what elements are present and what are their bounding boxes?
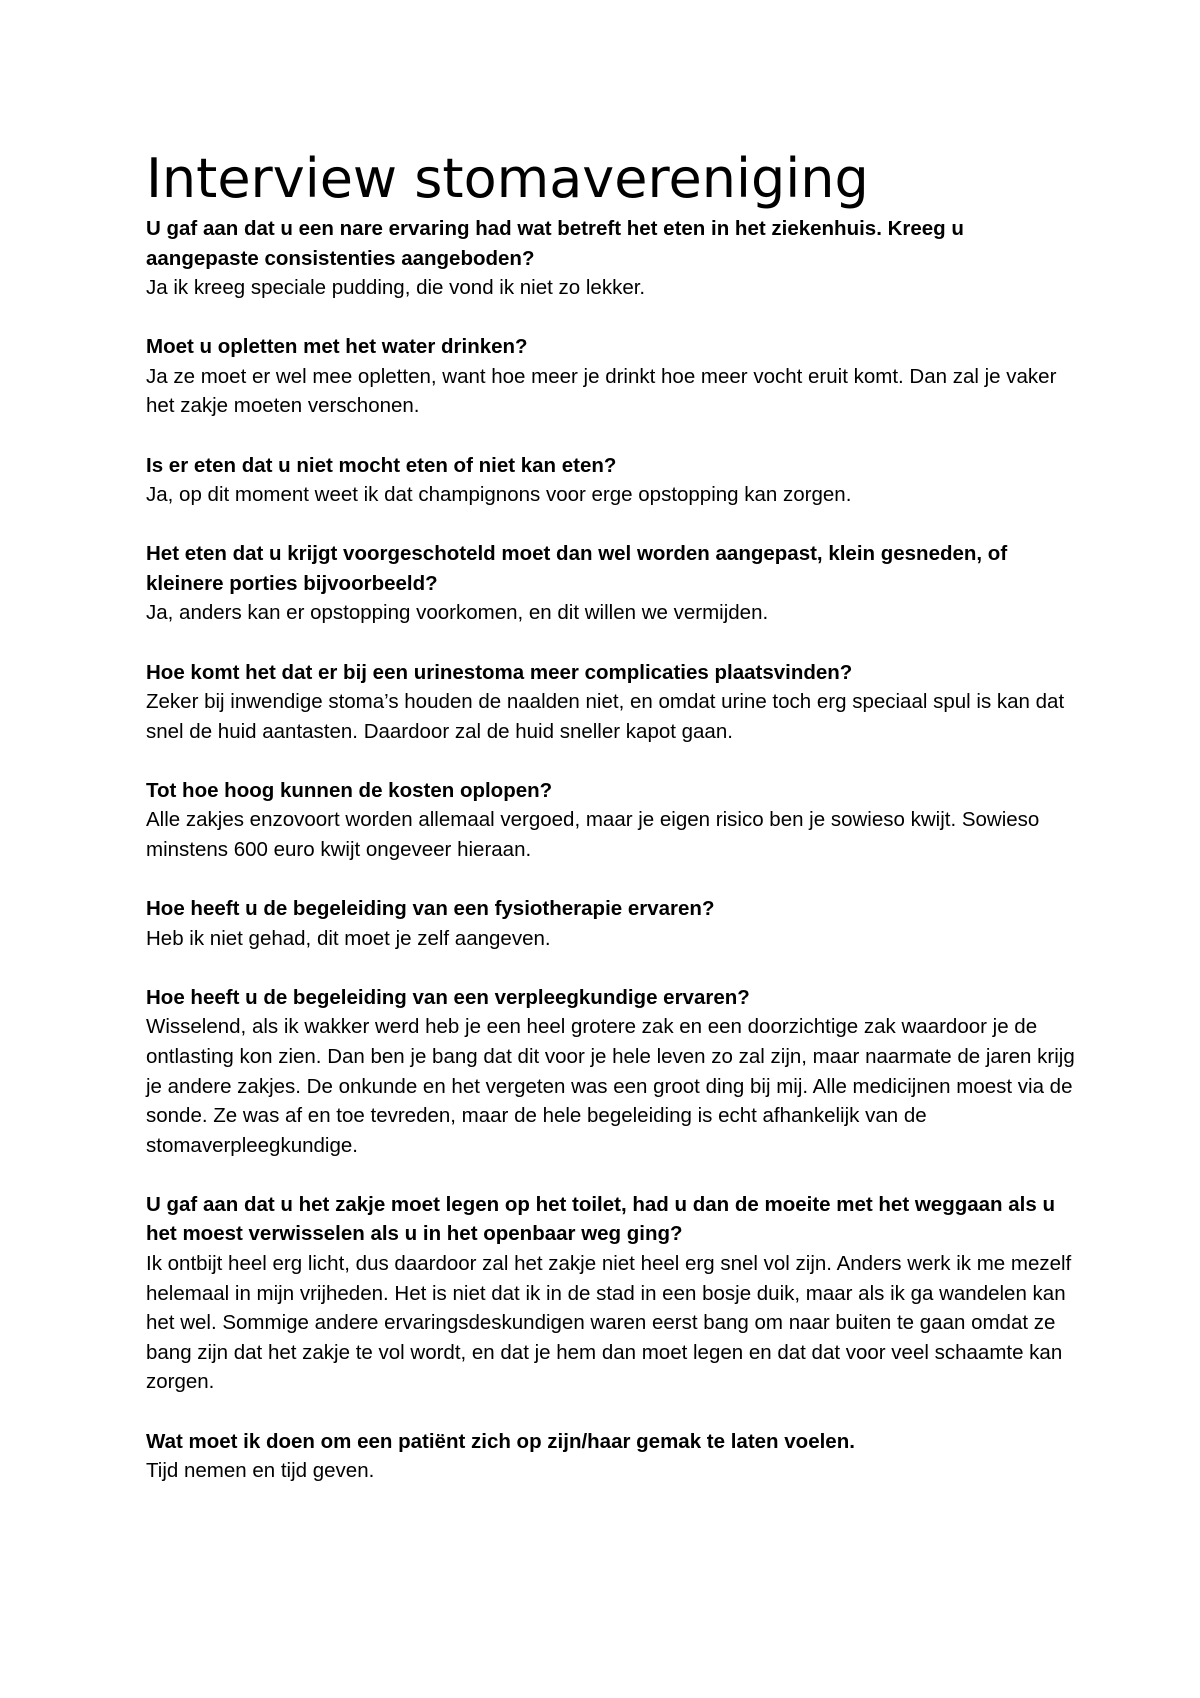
interview-question: Hoe komt het dat er bij een urinestoma meer complicaties plaatsvinden? <box>146 660 853 684</box>
qa-item <box>146 451 1076 510</box>
interview-question: U gaf aan dat u het zakje moet legen op het toilet, had u dan de moeite met het weggaan als u het moest verwisselen als u in het openbaar weg ging? <box>146 1192 1055 1246</box>
interview-question: Is er eten dat u niet mocht eten of niet kan eten? <box>146 453 617 477</box>
interview-question: U gaf aan dat u een nare ervaring had wat betreft het eten in het ziekenhuis. Kreeg u aangepaste consistenties aangeboden? <box>146 217 964 270</box>
qa-item <box>146 214 1076 303</box>
document-title: Interview stomavereniging <box>146 147 869 210</box>
interview-question: Tot hoe hoog kunnen de kosten oplopen? <box>146 778 553 802</box>
interview-answer: Alle zakjes enzovoort worden allemaal vergoed, maar je eigen risico ben je sowieso kwijt. Sowieso minstens 600 euro kwijt ongeveer hieraan. <box>146 808 1040 861</box>
qa-item <box>146 983 1076 1161</box>
interview-answer: Zeker bij inwendige stoma’s houden de naalden niet, en omdat urine toch erg speciaal spul is kan dat snel de huid aantasten. Daardoor zal de huid sneller kapot gaan. <box>146 690 1065 743</box>
qa-item <box>146 776 1076 865</box>
qa-item <box>146 1190 1076 1397</box>
interview-answer: Ik ontbijt heel erg licht, dus daardoor zal het zakje niet heel erg snel vol zijn. Anders werk ik me mezelf helemaal in mijn vrijheden. Het is niet dat ik in de stad in een bosje duik, maar als ik ga wandelen kan het wel. Sommige andere ervaringsdeskundigen waren eerst bang om naar buiten te gaan omdat ze bang zijn dat het zakje te vol wordt, en dat je hem dan moet legen en dat dat voor veel schaamte kan zorgen. <box>146 1252 1072 1394</box>
interview-answer: Heb ik niet gehad, dit moet je zelf aangeven. <box>146 926 551 950</box>
interview-question: Hoe heeft u de begeleiding van een verpleegkundige ervaren? <box>146 985 750 1009</box>
interview-question: Hoe heeft u de begeleiding van een fysiotherapie ervaren? <box>146 897 715 921</box>
interview-question: Wat moet ik doen om een patiënt zich op zijn/haar gemak te laten voelen. <box>146 1429 855 1453</box>
interview-answer: Ja, anders kan er opstopping voorkomen, en dit willen we vermijden. <box>146 601 769 625</box>
interview-question: Het eten dat u krijgt voorgeschoteld moet dan wel worden aangepast, klein gesneden, of kleinere porties bijvoorbeeld? <box>146 542 1008 595</box>
interview-answer: Ja, op dit moment weet ik dat champignons voor erge opstopping kan zorgen. <box>146 483 852 507</box>
interview-answer: Ja ik kreeg speciale pudding, die vond ik niet zo lekker. <box>146 276 646 300</box>
qa-item <box>146 1427 1076 1486</box>
interview-answer: Wisselend, als ik wakker werd heb je een heel grotere zak en een doorzichtige zak waardoor je de ontlasting kon zien. Dan ben je bang dat dit voor je hele leven zo zal zijn, maar naarmate de jaren krijg je andere zakjes. De onkunde en het vergeten was een groot ding bij mij. Alle medicijnen moest via de sonde. Ze was af en toe tevreden, maar de hele begeleiding is echt afhankelijk van de stomaverpleegkundige. <box>146 1015 1075 1157</box>
interview-question: Moet u opletten met het water drinken? <box>146 335 528 359</box>
qa-item <box>146 894 1076 953</box>
interview-answer: Ja ze moet er wel mee opletten, want hoe meer je drinkt hoe meer vocht eruit komt. Dan zal je vaker het zakje moeten verschonen. <box>146 364 1057 418</box>
document-page <box>146 148 1076 1486</box>
qa-item <box>146 539 1076 628</box>
interview-answer: Tijd nemen en tijd geven. <box>146 1459 375 1483</box>
qa-item <box>146 332 1076 421</box>
qa-item <box>146 658 1076 747</box>
